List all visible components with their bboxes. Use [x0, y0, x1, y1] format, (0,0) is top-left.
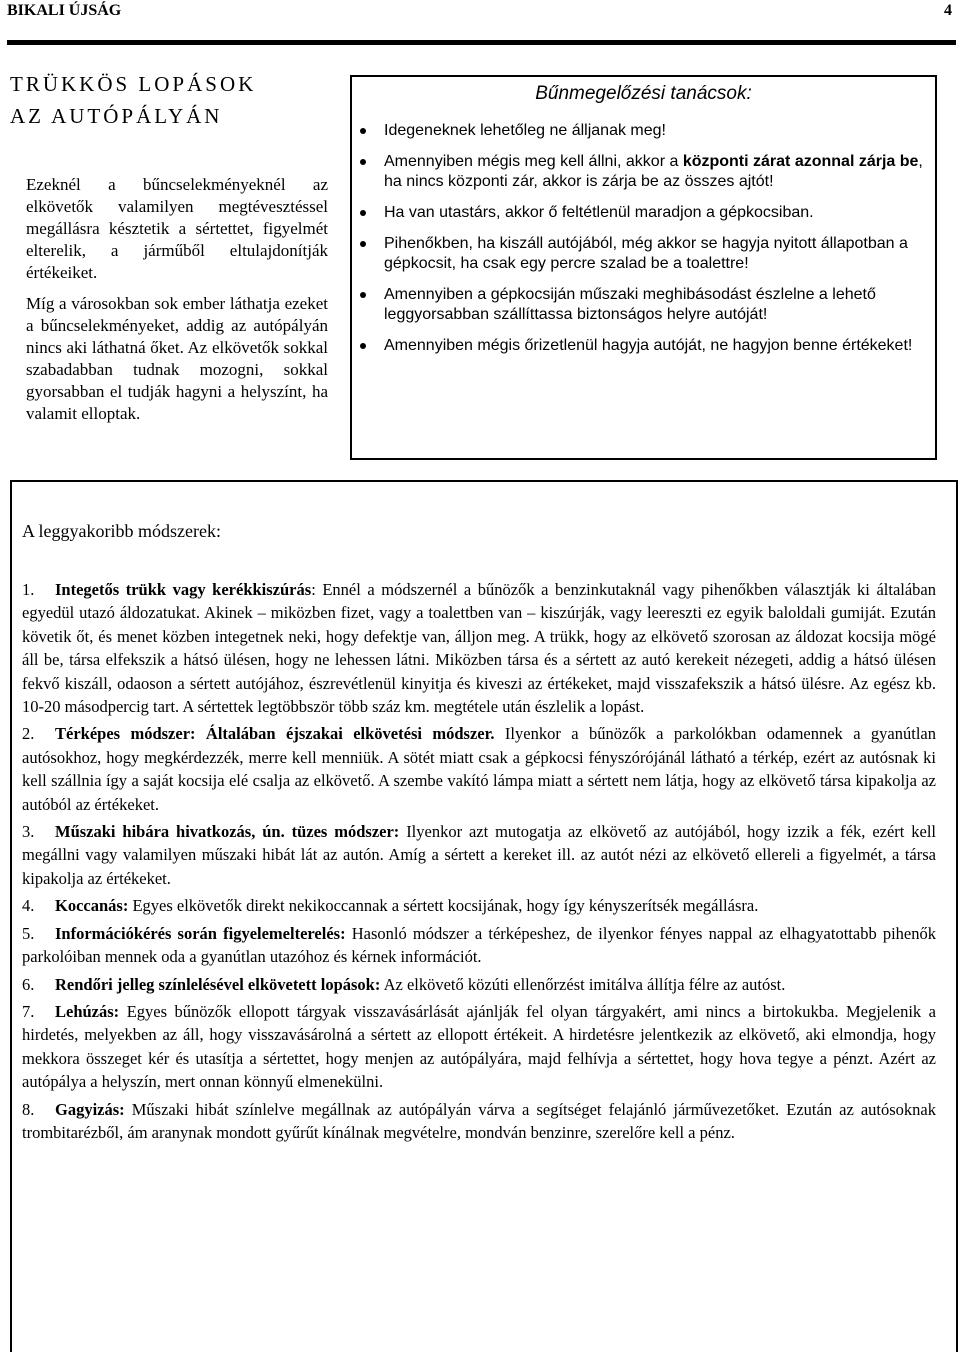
title-line-2: AZ AUTÓPÁLYÁN: [10, 104, 223, 128]
bullet-icon: [360, 159, 366, 165]
bullet-icon: [360, 292, 366, 298]
bullet-icon: [360, 343, 366, 349]
method-item: 6. Rendőri jelleg színlelésével elkövetett lopások: Az elkövető közúti ellenőrzést imitálva állítja félre az autóst.: [22, 974, 786, 994]
method-item: 2. Térképes módszer: Általában éjszakai elkövetési módszer. Ilyenkor a bűnözők a parkolókban odamennek a gyanútlan autósokhoz, hogy megkérdezzék, merre kell menniük. A sötét miatt csak a gépkocsi fényszórójánál látható a térkép, ezért az autósnak ki kell szállnia így a saját kocsija elé csalja az elkövető. A szembe vakító lámpa miatt a sértett nem látja, hogy az elkövető társa kipakolja az autóból az értékeket.: [22, 724, 936, 814]
tip-emphasis: központi zárat azonnal zárja be: [682, 153, 919, 170]
tip-item: Ha van utastárs, akkor ő feltétlenül maradjon a gépkocsiban.: [384, 203, 927, 223]
tip-item: Amennyiben mégis meg kell állni, akkor a központi zárat azonnal zárja be, ha nincs központi zár, akkor is zárja be az összes ajtót!: [384, 152, 927, 192]
article-title: [10, 68, 340, 132]
prevention-tips-box: [350, 75, 937, 460]
method-item: 3. Műszaki hibára hivatkozás, ún. tüzes módszer: Ilyenkor azt mutogatja az elkövető az autójából, hogy izzik a fék, ezért kell megállni vagy valamilyen műszaki hibát lát az autón. Amíg a sértett a kereket ill. az autót nézi az elkövető ellereli a figyelmét, a társa kipakolja az értékeket.: [22, 822, 936, 888]
tips-title: Bűnmegelőzési tanácsok:: [535, 83, 752, 104]
tip-item: Amennyiben mégis őrizetlenül hagyja autóját, ne hagyjon benne értékeket!: [384, 336, 927, 356]
bullet-icon: [360, 241, 366, 247]
intro-paragraph-2: Míg a városokban sok ember láthatja ezeket a bűncselekményeket, addig az autópályán nincs aki láthatná őket. Az elkövetők sokkal szabadabban tudnak mozogni, sokkal gyorsabban el tudják hagyni a helyszínt, ha valamit elloptak.: [26, 294, 328, 423]
bullet-icon: [360, 210, 366, 216]
methods-list: [22, 578, 936, 1148]
intro-text: [26, 174, 328, 434]
tip-item: Idegeneknek lehetőleg ne álljanak meg!: [384, 121, 927, 141]
method-item: 4. Koccanás: Egyes elkövetők direkt nekikoccannak a sértett kocsijának, hogy így kényszerítsék megállásra.: [22, 896, 759, 916]
tip-item: Pihenőkben, ha kiszáll autójából, még akkor se hagyja nyitott állapotban a gépkocsit, ha csak egy percre szalad be a toalettre!: [384, 234, 927, 274]
title-line-1: TRÜKKÖS LOPÁSOK: [10, 72, 257, 96]
page-header: [7, 2, 952, 34]
method-item: 5. Információkérés során figyelemelterelés: Hasonló módszer a térképeshez, de ilyenkor fényes nappal az elhagyatottabb pihenők parkolóiban mennek oda a gyanútlan utazóhoz és kérnek információt.: [22, 923, 937, 967]
method-item: 8. Gagyizás: Műszaki hibát színlelve megállnak az autópályán várva a segítséget felajánló járművezetőket. Ezután az autósoknak trombitarézből, ám aranynak mondott gyűrűt kínálnak megvételre, mondván benzinre, szerelőre kell a pénz.: [22, 1099, 936, 1142]
intro-paragraph-1: Ezeknél a bűncselekményeknél az elkövetők valamilyen megtévesztéssel megállásra késztetik a sértettet, figyelmét elterelik, a járműből eltulajdonítják értékeiket.: [26, 175, 328, 282]
tip-item: Amennyiben a gépkocsiján műszaki meghibásodást észlelne a lehető leggyorsabban szállíttassa biztonságos helyre autóját!: [384, 285, 927, 325]
method-item: 7. Lehúzás: Egyes bűnözők ellopott tárgyak visszavásárlását ajánlják fel olyan tárgyakért, ami nincs a birtokukba. Megjelenik a hirdetés, melyekben az áll, hogy visszavásárolná a sértett az ellopott értékeit. A hirdetésre jelentkezik az elkövető, aki elmondja, hogy mekkora összeget kér és utasítja a sértettet, hogy menjen az autópályára, majd felhívja a sértettet, hogy hova tegye a pénzt. Azért az autópálya a helyszín, mert onnan könnyű elmenekülni.: [22, 1001, 936, 1092]
bullet-icon: [360, 128, 366, 134]
publication-name: BIKALI ÚJSÁG: [7, 2, 122, 19]
tips-list: [352, 121, 935, 356]
methods-heading: A leggyakoribb módszerek:: [22, 521, 221, 541]
header-rule: [7, 40, 956, 45]
page-number: 4: [944, 2, 952, 19]
method-item: 1. Integetős trükk vagy kerékkiszúrás: Ennél a módszernél a bűnözők a benzinkutaknál vagy pihenőkben választják ki általában egyedül utazó áldozatukat. Akinek – miközben fizet, vagy a toalettben van – kiszúrják, vagy leereszti ez egyik baloldali gumiját. Ezután követik őt, és menet közben integetnek neki, hogy defektje van, álljon meg. A trükk, hogy az elkövető szorosan az áldozat kocsija mögé áll be, társa elfekszik a hátsó ülésen, hogy ne lehessen látni. Miközben társa és a sértett az autó kerekeit nézegeti, addig a hátsó ülésen fekvő kiszáll, odaoson a sértett autójához, észrevétlenül kinyitja és kiveszi az értékeket, majd visszafekszik a hátsó ülésre. Az egész kb. 10-20 másodpercig tart. A sértettek legtöbbször több száz km. megtétele után észlelik a lopást.: [22, 580, 936, 717]
